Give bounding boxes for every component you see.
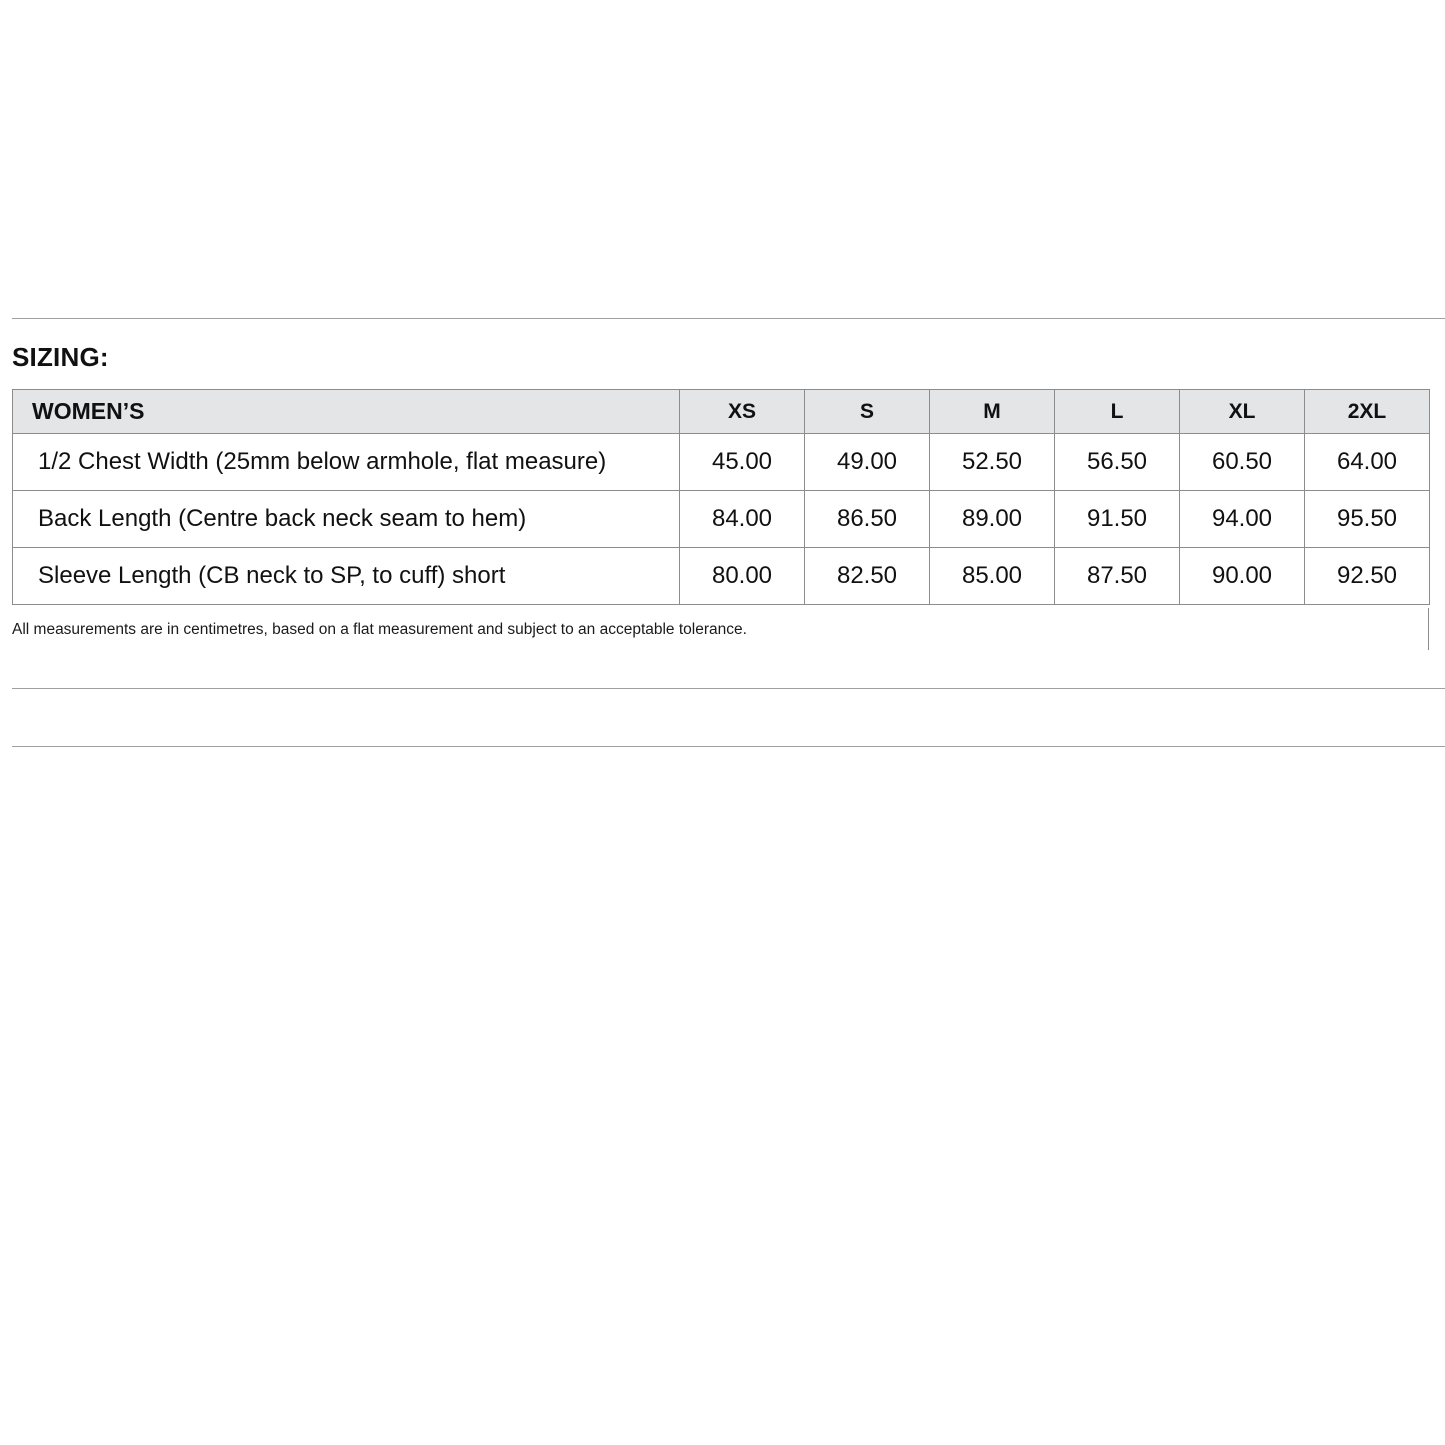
size-header-xl: XL [1180,390,1305,434]
bottom-divider [12,746,1445,747]
table-cell: 80.00 [680,548,805,605]
table-cell: 94.00 [1180,491,1305,548]
table-cell: 84.00 [680,491,805,548]
table-cell: 87.50 [1055,548,1180,605]
table-edge-line [1428,608,1429,650]
table-cell: 60.50 [1180,434,1305,491]
table-row-sleeve-length [13,548,1430,605]
size-header-xs: XS [680,390,805,434]
measurement-note: All measurements are in centimetres, based on a flat measurement and subject to an acceptable tolerance. [12,621,747,638]
table-cell: 85.00 [930,548,1055,605]
row-label: 1/2 Chest Width (25mm below armhole, flat measure) [13,434,680,491]
table-cell: 45.00 [680,434,805,491]
table-cell: 86.50 [805,491,930,548]
sizing-table [12,389,1430,605]
table-cell: 91.50 [1055,491,1180,548]
table-cell: 49.00 [805,434,930,491]
table-cell: 64.00 [1305,434,1430,491]
group-label: WOMEN’S [13,390,680,434]
size-header-m: M [930,390,1055,434]
table-cell: 82.50 [805,548,930,605]
top-divider [12,318,1445,319]
table-header-row [13,390,1430,434]
row-label: Sleeve Length (CB neck to SP, to cuff) short [13,548,680,605]
size-header-s: S [805,390,930,434]
table-cell: 90.00 [1180,548,1305,605]
middle-divider [12,688,1445,689]
table-cell: 95.50 [1305,491,1430,548]
table-cell: 89.00 [930,491,1055,548]
table-row-chest-width [13,434,1430,491]
size-header-2xl: 2XL [1305,390,1430,434]
table-cell: 56.50 [1055,434,1180,491]
sizing-heading: SIZING: [12,342,109,372]
row-label: Back Length (Centre back neck seam to hem) [13,491,680,548]
size-header-l: L [1055,390,1180,434]
table-cell: 92.50 [1305,548,1430,605]
table-row-back-length [13,491,1430,548]
table-cell: 52.50 [930,434,1055,491]
